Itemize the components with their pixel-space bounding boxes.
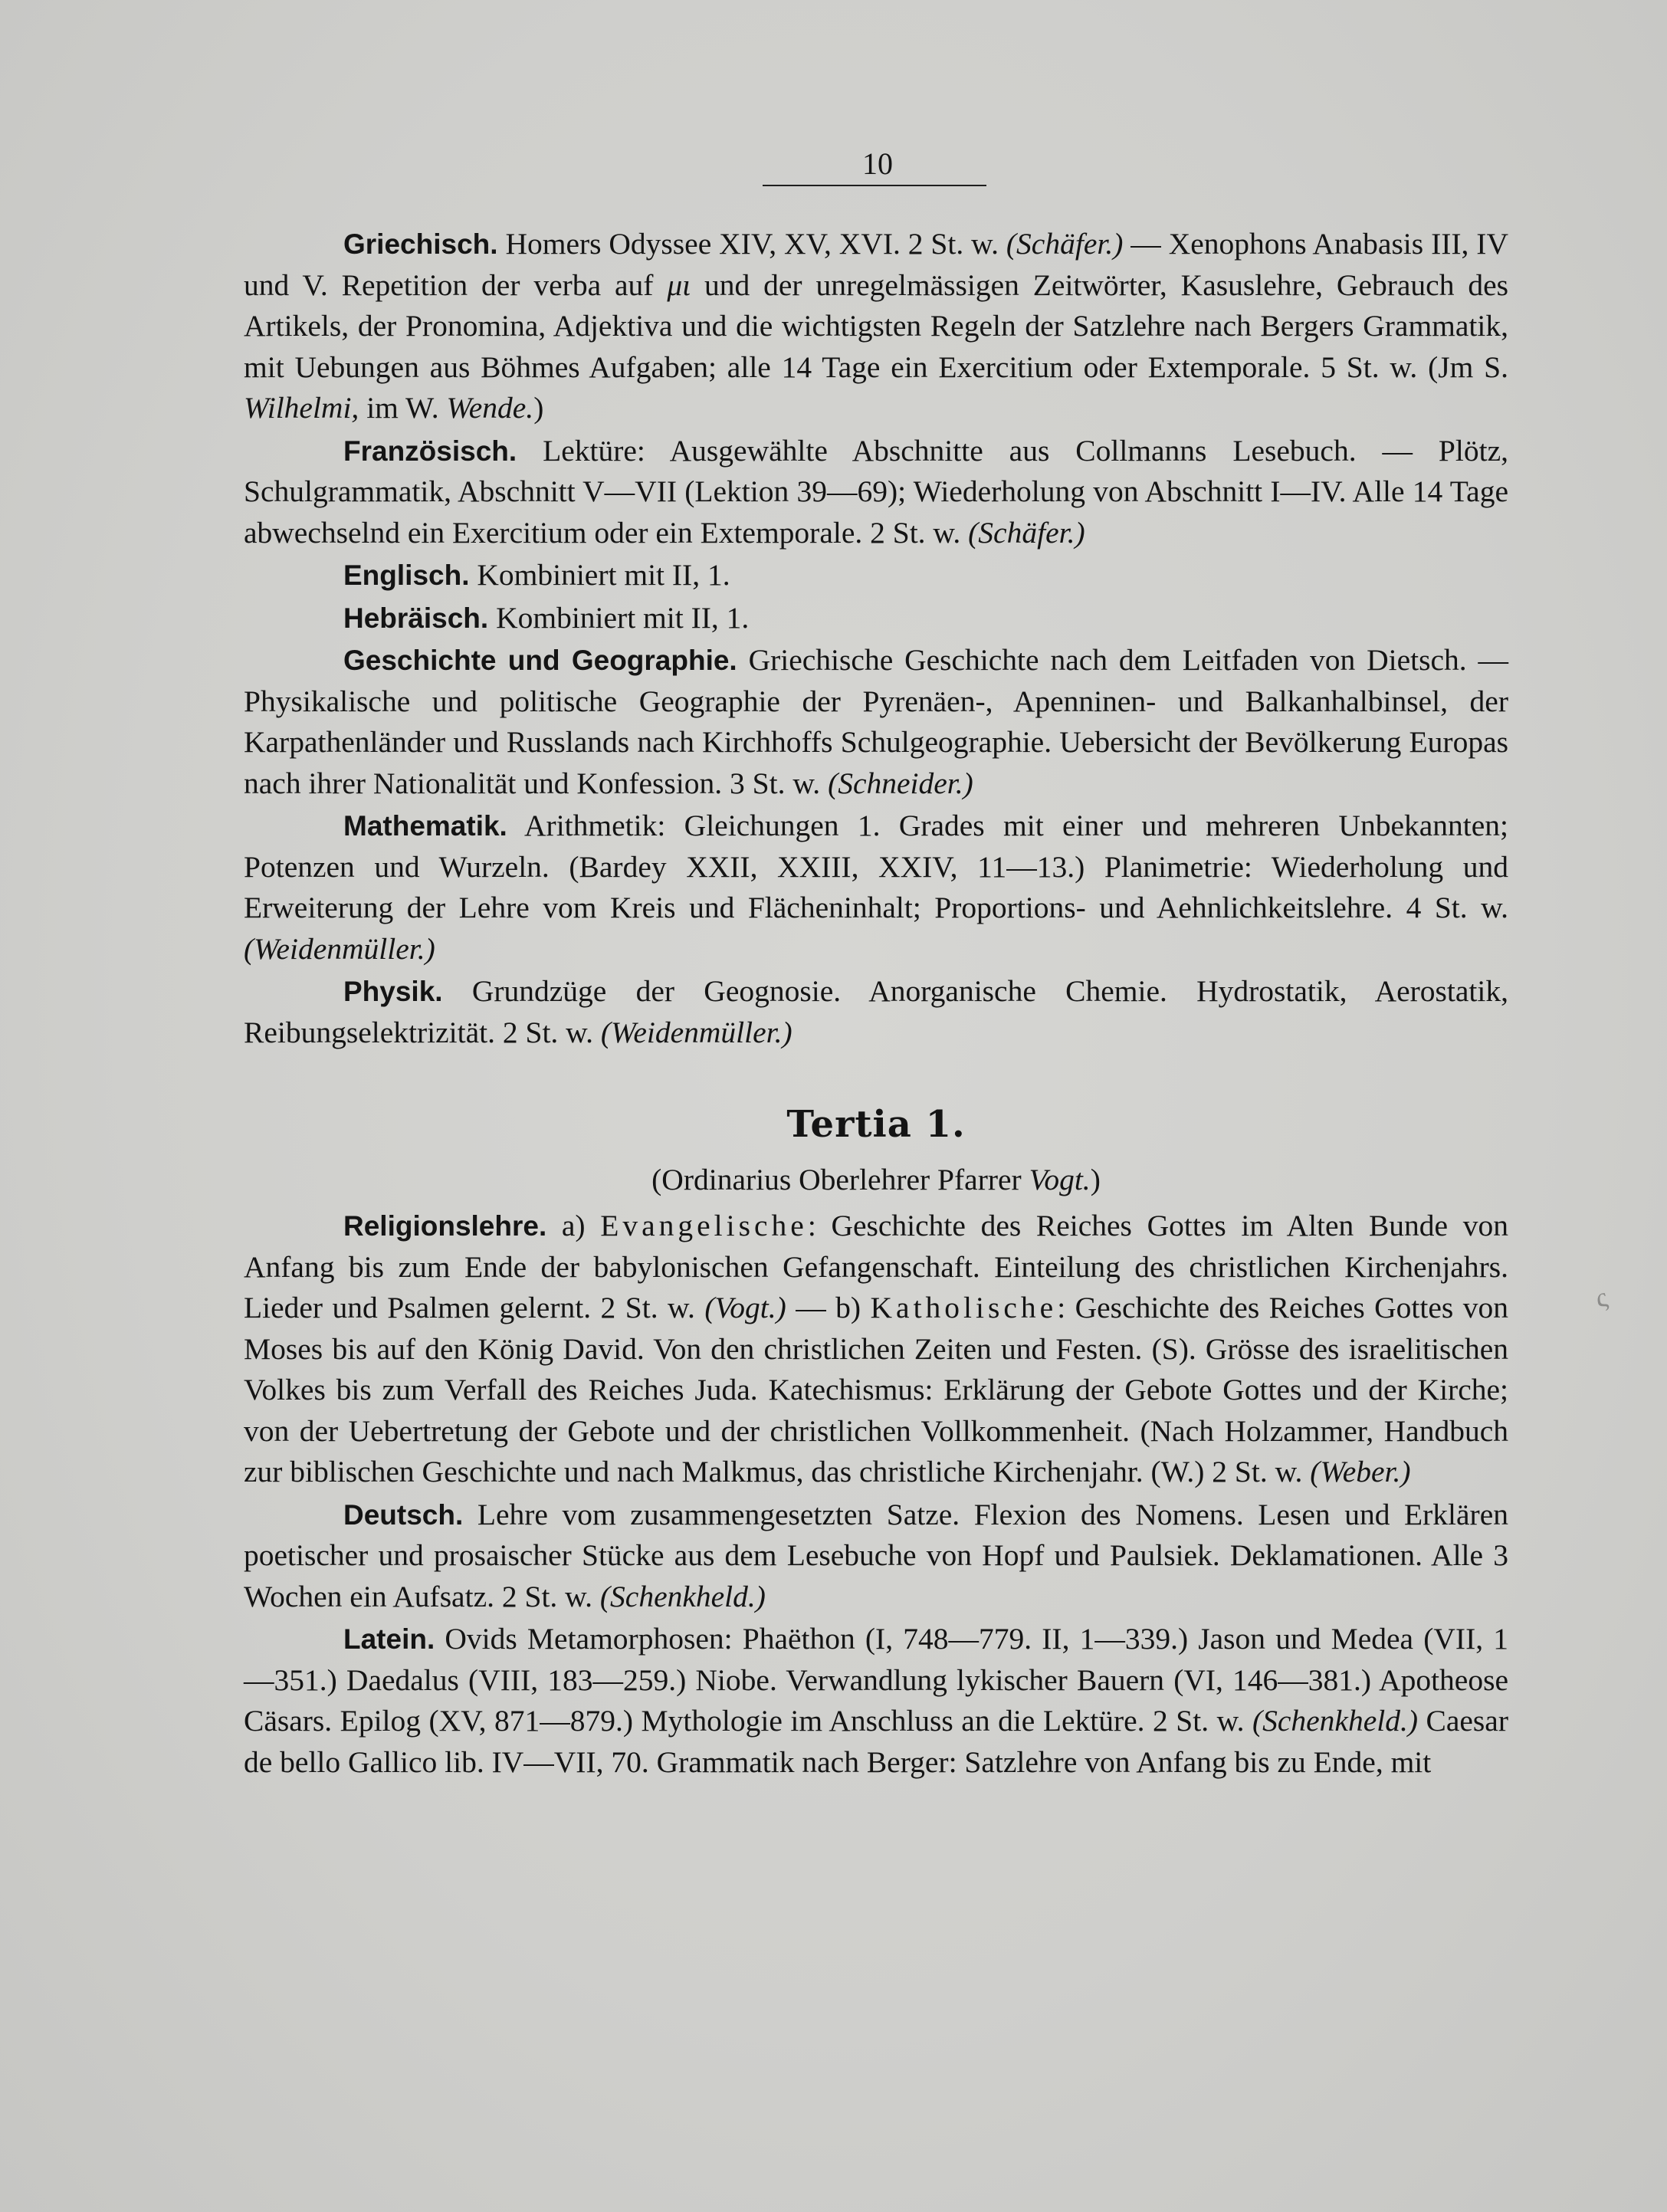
section-german: Deutsch. Lehre vom zusammengesetzten Satze. Flexion des Nomens. Lesen und Erklären poetischer und prosaischer Stücke aus dem Lesebuche von Hopf und Paulsiek. Deklamationen. Alle 3 Wochen ein Aufsatz. 2 St. w. (Schenkheld.) [244,1497,1508,1613]
teacher-name: Wilhelmi, [244,391,359,425]
margin-pencil-mark: ς [1592,1281,1611,1314]
tertia-block [244,1101,1508,1783]
section-mathematics: Mathematik. Arithmetik: Gleichungen 1. Grades mit einer und mehreren Unbekannten; Potenzen und Wurzeln. (Bardey XXII, XXIII, XXIV, 11—13.) Planimetrie: Wiederholung und Erweiterung der Lehre vom Kreis und Flächeninhalt; Proportions- und Aehnlichkeitslehre. 4 St. w. (Weidenmüller.) [244,809,1508,966]
denomination-label: Evangelische [600,1209,808,1242]
section-english: Englisch. Kombiniert mit II, 1. [343,558,730,592]
denomination-label: Katholische [870,1291,1058,1324]
page-number: 10 [862,146,893,181]
teacher-name: (Vogt.) [704,1291,786,1324]
section-hebrew: Hebräisch. Kombiniert mit II, 1. [343,600,750,635]
teacher-name: Wende. [446,391,534,425]
greek-mi-term: μι [667,267,691,302]
teacher-name: Vogt. [1029,1163,1091,1196]
teacher-name: (Schneider.) [828,766,973,800]
page-number-rule [763,185,986,186]
subject-latin: Latein. [343,1623,435,1655]
teacher-name: (Weber.) [1310,1455,1411,1488]
teacher-name: (Weidenmüller.) [600,1015,792,1049]
teacher-name: (Schenkheld.) [599,1579,766,1613]
teacher-name: (Weidenmüller.) [244,931,435,966]
subject-german: Deutsch. [343,1498,464,1531]
class-heading: Tertia 1. [786,1103,966,1146]
subject-mathematics: Mathematik. [343,810,507,842]
ordinarius-line: (Ordinarius Oberlehrer Pfarrer Vogt.) [651,1163,1101,1196]
subject-french: Französisch. [343,435,517,467]
subject-hebrew: Hebräisch. [343,602,489,634]
section-french: Französisch. Lektüre: Ausgewählte Abschnitte aus Collmanns Lesebuch. — Plötz, Schulgrammatik, Abschnitt V—VII (Lektion 39—69); Wiederholung von Abschnitt I—IV. Alle 14 Tage abwechselnd ein Exercitium oder ein Extemporale. 2 St. w. (Schäfer.) [244,433,1508,550]
section-religion: Religionslehre. a) Evangelische: Geschichte des Reiches Gottes im Alten Bunde von Anfang bis zum Ende der babylonischen Gefangenschaft. Einteilung des christlichen Kirchenjahrs. Lieder und Psalmen gelernt. 2 St. w. (Vogt.) — b) Katholische: Geschichte des Reiches Gottes von Moses bis auf den König David. Von den christlichen Zeiten und Festen. (S). Grösse des israelitischen Volkes bis zum Verfall des Reiches Juda. Katechismus: Erklärung der Gebote Gottes und der Kirche; von der Uebertretung der Gebote und der christlichen Vollkommenheit. (Nach Holzammer, Handbuch zur biblischen Geschichte und nach Malkmus, das christliche Kirchenjahr. (W.) 2 St. w. (Weber.) [244,1209,1508,1488]
subject-english: Englisch. [343,560,470,591]
section-greek: Griechisch. Homers Odyssee XIV, XV, XVI. 2 St. w. (Schäfer.) — Xenophons Anabasis III, IV und V. Repetition der verba auf μι und der unregelmässigen Zeitwörter, Kasuslehre, Gebrauch des Artikels, der Pronomina, Adjektiva und die wichtigsten Regeln der Satzlehre nach Bergers Grammatik, mit Uebungen aus Böhmes Aufgaben; alle 14 Tage ein Exercitium oder Extemporale. 5 St. w. (Jm S. Wilhelmi, im W. Wende.) [244,227,1508,425]
section-latin: Latein. Ovids Metamorphosen: Phaëthon (I, 748—779. II, 1—339.) Jason und Medea (VII, 1—351.) Daedalus (VIII, 183—259.) Niobe. Verwandlung lykischer Bauern (VI, 146—381.) Apotheose Cäsars. Epilog (XV, 871—879.) Mythologie im Anschluss an die Lektüre. 2 St. w. (Schenkheld.) Caesar de bello Gallico lib. IV—VII, 70. Grammatik nach Berger: Satzlehre von Anfang bis zu Ende, mit [244,1622,1508,1779]
teacher-name: (Schenkheld.) [1252,1704,1419,1738]
subject-greek: Griechisch. [343,228,498,260]
subject-history-geography: Geschichte und Geographie. [343,645,737,676]
subject-physics: Physik. [343,976,443,1007]
teacher-name: (Schäfer.) [1006,227,1124,261]
teacher-name: (Schäfer.) [968,515,1085,550]
previous-class-block [244,224,1508,1053]
section-history-geography: Geschichte und Geographie. Griechische Geschichte nach dem Leitfaden von Dietsch. — Physikalische und politische Geographie der Pyrenäen-, Apenninen- und Balkanhalbinsel, der Karpathenländer und Russlands nach Kirchhoffs Schulgeographie. Uebersicht der Bevölkerung Europas nach ihrer Nationalität und Konfession. 3 St. w. (Schneider.) [244,643,1508,800]
section-physics: Physik. Grundzüge der Geognosie. Anorganische Chemie. Hydrostatik, Aerostatik, Reibungselektrizität. 2 St. w. (Weidenmüller.) [244,974,1508,1049]
subject-religion: Religionslehre. [343,1210,547,1242]
